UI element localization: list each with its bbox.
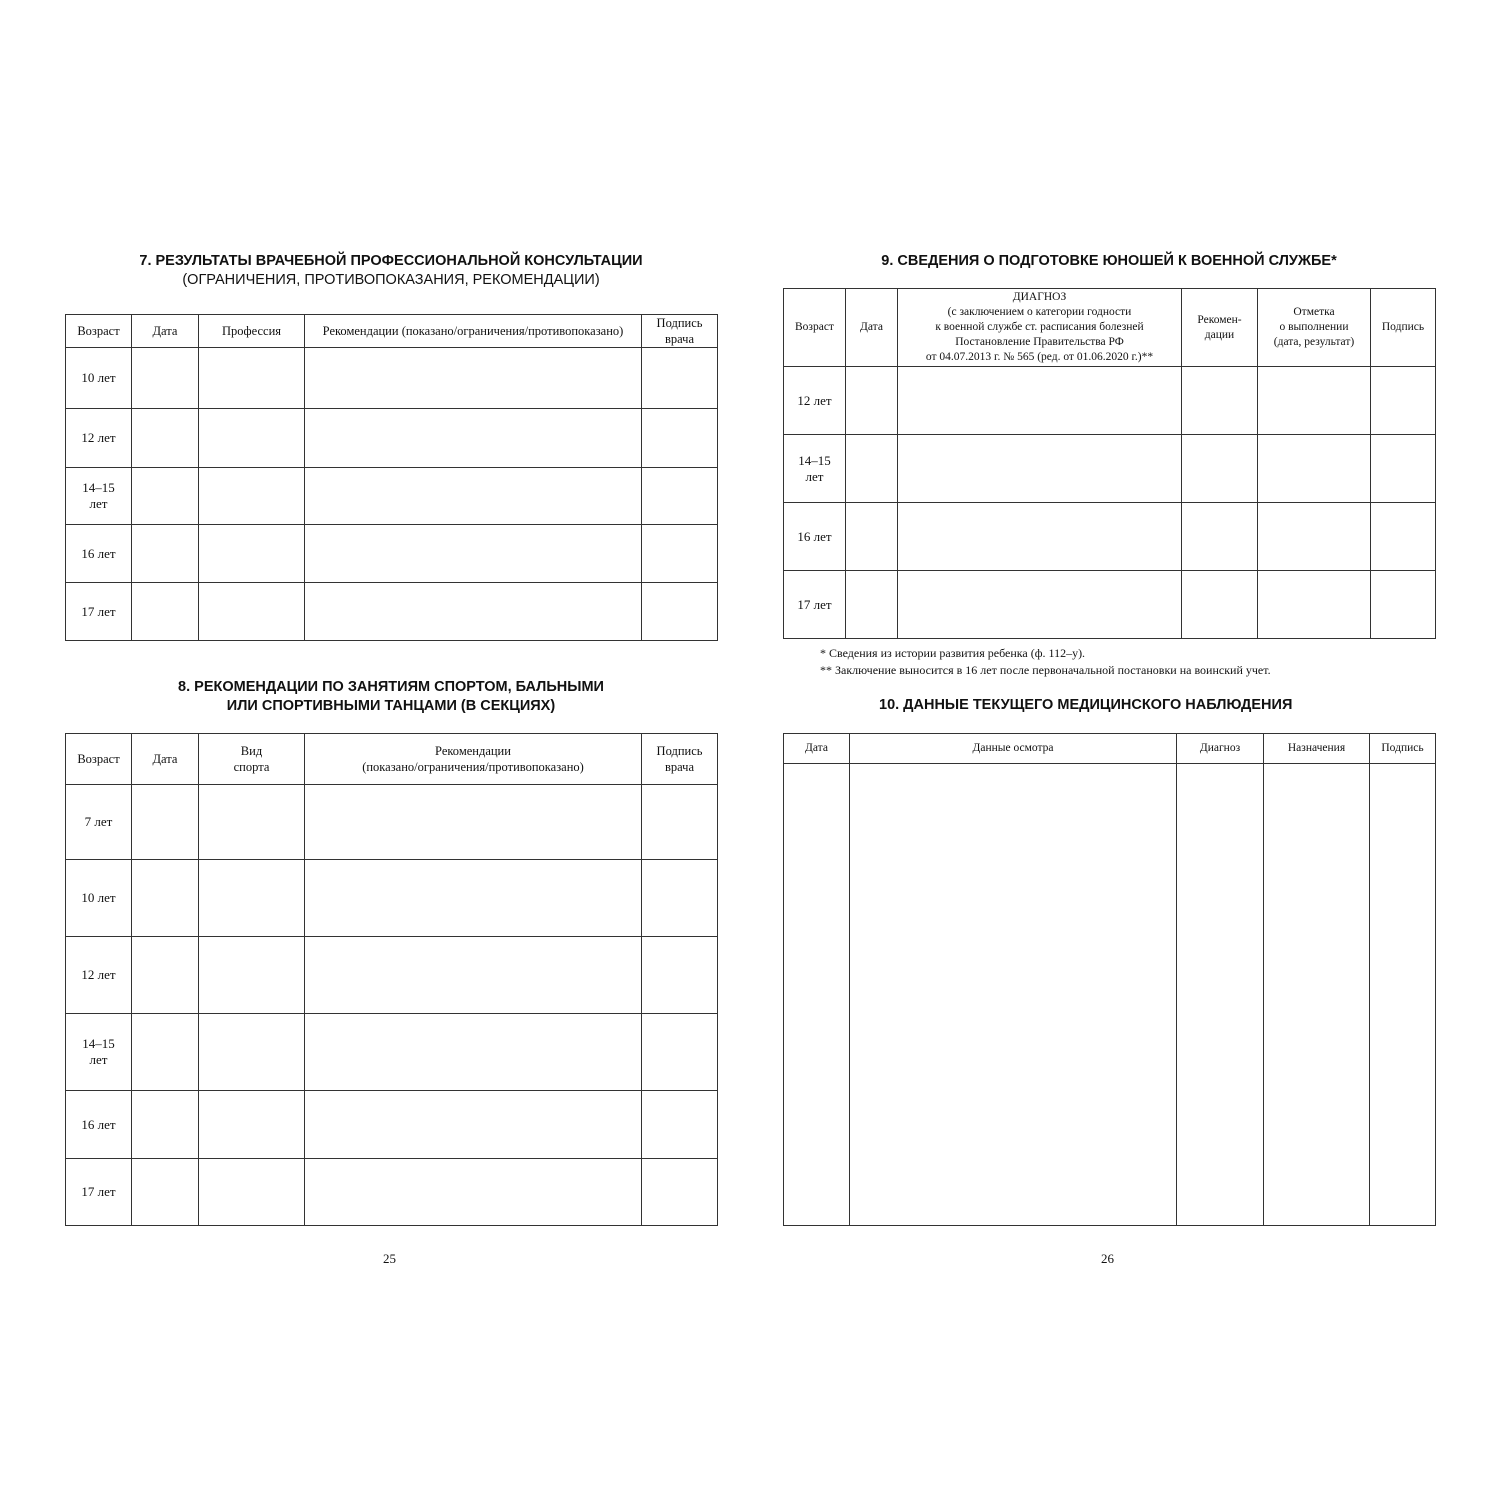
section-8-heading <box>65 678 717 716</box>
age-cell <box>66 468 132 525</box>
signature-cell[interactable] <box>642 1014 718 1091</box>
profession-cell[interactable] <box>199 468 305 525</box>
table-row <box>66 409 718 468</box>
date-cell[interactable] <box>132 937 199 1014</box>
table-row <box>66 1159 718 1226</box>
prescriptions-cell[interactable] <box>1264 764 1370 1226</box>
section-8-table <box>65 733 718 1226</box>
table-row <box>66 1091 718 1159</box>
table-row <box>66 1014 718 1091</box>
signature-cell[interactable] <box>1371 571 1436 639</box>
header-recommendations <box>305 734 642 785</box>
signature-cell[interactable] <box>1371 367 1436 435</box>
date-cell[interactable] <box>846 571 898 639</box>
diagnosis-cell[interactable] <box>898 435 1182 503</box>
table-header-row <box>784 289 1436 367</box>
signature-cell[interactable] <box>1370 764 1436 1226</box>
profession-cell[interactable] <box>199 409 305 468</box>
header-recommendations <box>1182 289 1258 367</box>
header-signature-line2: врача <box>664 332 695 346</box>
age-cell <box>66 525 132 583</box>
signature-cell[interactable] <box>642 409 718 468</box>
date-cell[interactable] <box>132 1159 199 1226</box>
profession-cell[interactable] <box>199 525 305 583</box>
age-label: 14–15 <box>82 1036 115 1051</box>
header-diagnosis-line1: ДИАГНОЗ <box>1012 291 1067 303</box>
header-prescriptions: Назначения <box>1264 734 1370 764</box>
age-label-line2: лет <box>89 496 108 511</box>
age-cell <box>784 571 846 639</box>
header-recommendations: Рекомендации (показано/ограничения/противопоказано) <box>305 315 642 348</box>
sport-cell[interactable] <box>199 860 305 937</box>
sport-cell[interactable] <box>199 1159 305 1226</box>
header-signature: Подпись <box>1370 734 1436 764</box>
date-cell[interactable] <box>132 348 199 409</box>
completion-mark-cell[interactable] <box>1258 503 1371 571</box>
header-diagnosis-line2: (с заключением о категории годности <box>947 306 1132 318</box>
date-cell[interactable] <box>132 860 199 937</box>
header-mark-line1: Отметка <box>1293 306 1335 318</box>
date-cell[interactable] <box>846 367 898 435</box>
header-date: Дата <box>132 315 199 348</box>
footnote-1: * Сведения из истории развития ребенка (ф. 112–у). <box>820 646 1086 660</box>
table-header-row <box>784 734 1436 764</box>
table-row <box>66 937 718 1014</box>
age-label: 12 лет <box>81 967 116 982</box>
header-recommendations-line1: Рекомен- <box>1197 313 1242 326</box>
header-mark-line3: (дата, результат) <box>1273 336 1355 348</box>
page-number-right: 26 <box>1101 1251 1114 1266</box>
diagnosis-cell[interactable] <box>1177 764 1264 1226</box>
header-diagnosis: Диагноз <box>1177 734 1264 764</box>
header-signature: Подпись <box>1371 289 1436 367</box>
age-cell <box>66 1159 132 1226</box>
date-cell[interactable] <box>132 583 199 641</box>
header-diagnosis-line4: Постановление Правительства РФ <box>955 336 1124 348</box>
diagnosis-cell[interactable] <box>898 367 1182 435</box>
age-label: 16 лет <box>797 528 832 544</box>
header-profession: Профессия <box>199 315 305 348</box>
recommendations-cell[interactable] <box>305 583 642 641</box>
age-label: 12 лет <box>81 430 116 445</box>
exam-data-cell[interactable] <box>850 764 1177 1226</box>
table-row <box>784 435 1436 503</box>
table-row <box>784 503 1436 571</box>
section-7-table <box>65 314 718 641</box>
table-row <box>66 468 718 525</box>
page-number-left: 25 <box>383 1251 396 1266</box>
table-row <box>66 860 718 937</box>
table-row <box>66 785 718 860</box>
recommendations-cell[interactable] <box>305 525 642 583</box>
header-signature-line2: врача <box>664 760 695 774</box>
recommendations-cell[interactable] <box>305 1159 642 1226</box>
header-signature-line1: Подпись <box>656 744 703 758</box>
signature-cell[interactable] <box>642 583 718 641</box>
recommendations-cell[interactable] <box>305 1091 642 1159</box>
age-label: 16 лет <box>81 1116 116 1132</box>
table-row <box>66 348 718 409</box>
signature-cell[interactable] <box>642 1091 718 1159</box>
signature-cell[interactable] <box>1371 435 1436 503</box>
date-cell[interactable] <box>132 1014 199 1091</box>
age-cell <box>784 367 846 435</box>
signature-cell[interactable] <box>642 937 718 1014</box>
age-label: 17 лет <box>81 1184 116 1199</box>
section-7-heading <box>65 252 717 290</box>
header-completion-mark <box>1258 289 1371 367</box>
footnote-2: ** Заключение выносится в 16 лет после первоначальной постановки на воинский учет. <box>820 663 1271 677</box>
header-age: Возраст <box>66 315 132 348</box>
table-row <box>784 367 1436 435</box>
date-cell[interactable] <box>132 409 199 468</box>
age-cell <box>66 1091 132 1159</box>
header-signature-line1: Подпись <box>656 316 703 330</box>
age-label-line2: лет <box>89 1052 108 1067</box>
signature-cell[interactable] <box>642 468 718 525</box>
age-label: 14–15 <box>798 452 831 468</box>
signature-cell[interactable] <box>642 525 718 583</box>
header-age: Возраст <box>66 734 132 785</box>
section-7-title: 7. РЕЗУЛЬТАТЫ ВРАЧЕБНОЙ ПРОФЕССИОНАЛЬНОЙ КОНСУЛЬТАЦИИ <box>139 253 643 269</box>
age-cell <box>66 1014 132 1091</box>
age-cell <box>66 785 132 860</box>
signature-cell[interactable] <box>1371 503 1436 571</box>
header-diagnosis-line3: к военной службе ст. расписания болезней <box>935 321 1144 333</box>
recommendations-cell[interactable] <box>1182 571 1258 639</box>
recommendations-cell[interactable] <box>305 860 642 937</box>
header-signature <box>642 315 718 348</box>
recommendations-cell[interactable] <box>305 785 642 860</box>
age-cell <box>784 435 846 503</box>
table-row <box>784 571 1436 639</box>
header-recommendations-line2: (показано/ограничения/противопоказано) <box>362 760 584 774</box>
table-header-row <box>66 734 718 785</box>
section-9-heading <box>783 252 1435 271</box>
recommendations-cell[interactable] <box>1182 435 1258 503</box>
section-10-title: 10. ДАННЫЕ ТЕКУЩЕГО МЕДИЦИНСКОГО НАБЛЮДЕНИЯ <box>879 697 1293 713</box>
age-label: 10 лет <box>81 890 116 905</box>
header-date: Дата <box>784 734 850 764</box>
header-sport <box>199 734 305 785</box>
age-label: 7 лет <box>84 814 113 829</box>
sport-cell[interactable] <box>199 1091 305 1159</box>
header-recommendations-line2: дации <box>1204 328 1235 341</box>
header-sport-line2: спорта <box>233 760 270 774</box>
age-label: 17 лет <box>797 596 832 612</box>
header-diagnosis-line5: от 04.07.2013 г. № 565 (ред. от 01.06.2020 г.)** <box>925 351 1154 363</box>
age-cell <box>66 583 132 641</box>
age-label: 14–15 <box>82 480 115 495</box>
recommendations-cell[interactable] <box>305 937 642 1014</box>
table-header-row <box>66 315 718 348</box>
date-cell[interactable] <box>132 785 199 860</box>
header-recommendations-line1: Рекомендации <box>435 744 511 758</box>
table-row <box>66 583 718 641</box>
recommendations-cell[interactable] <box>305 468 642 525</box>
age-cell <box>66 937 132 1014</box>
signature-cell[interactable] <box>642 348 718 409</box>
signature-cell[interactable] <box>642 785 718 860</box>
diagnosis-cell[interactable] <box>898 571 1182 639</box>
completion-mark-cell[interactable] <box>1258 367 1371 435</box>
header-signature <box>642 734 718 785</box>
table-row <box>784 764 1436 1226</box>
section-8-title-line1: 8. РЕКОМЕНДАЦИИ ПО ЗАНЯТИЯМ СПОРТОМ, БАЛЬНЫМИ <box>178 679 604 695</box>
age-cell <box>784 503 846 571</box>
recommendations-cell[interactable] <box>1182 367 1258 435</box>
header-exam-data: Данные осмотра <box>850 734 1177 764</box>
section-10-heading <box>783 696 1495 715</box>
date-cell[interactable] <box>846 435 898 503</box>
profession-cell[interactable] <box>199 348 305 409</box>
sport-cell[interactable] <box>199 785 305 860</box>
header-mark-line2: о выполнении <box>1279 321 1349 333</box>
section-8-title-line2: ИЛИ СПОРТИВНЫМИ ТАНЦАМИ (В СЕКЦИЯХ) <box>226 698 556 714</box>
date-cell[interactable] <box>846 503 898 571</box>
profession-cell[interactable] <box>199 583 305 641</box>
date-cell[interactable] <box>132 1091 199 1159</box>
age-label-line2: лет <box>805 468 824 484</box>
signature-cell[interactable] <box>642 1159 718 1226</box>
signature-cell[interactable] <box>642 860 718 937</box>
recommendations-cell[interactable] <box>305 348 642 409</box>
date-cell[interactable] <box>132 468 199 525</box>
section-7-subtitle: (ОГРАНИЧЕНИЯ, ПРОТИВОПОКАЗАНИЯ, РЕКОМЕНДАЦИИ) <box>182 272 600 288</box>
sport-cell[interactable] <box>199 937 305 1014</box>
header-sport-line1: Вид <box>240 744 263 758</box>
recommendations-cell[interactable] <box>305 1014 642 1091</box>
section-9-title: 9. СВЕДЕНИЯ О ПОДГОТОВКЕ ЮНОШЕЙ К ВОЕННОЙ СЛУЖБЕ* <box>881 253 1337 269</box>
diagnosis-cell[interactable] <box>898 503 1182 571</box>
header-date: Дата <box>846 289 898 367</box>
section-9-table <box>783 288 1436 639</box>
header-diagnosis <box>898 289 1182 367</box>
date-cell[interactable] <box>132 525 199 583</box>
age-cell <box>66 348 132 409</box>
age-label: 10 лет <box>81 370 116 385</box>
header-age: Возраст <box>784 289 846 367</box>
age-label: 12 лет <box>797 392 832 408</box>
completion-mark-cell[interactable] <box>1258 435 1371 503</box>
completion-mark-cell[interactable] <box>1258 571 1371 639</box>
age-cell <box>66 860 132 937</box>
age-label: 17 лет <box>81 603 116 619</box>
sport-cell[interactable] <box>199 1014 305 1091</box>
table-row <box>66 525 718 583</box>
section-10-table <box>783 733 1436 1226</box>
age-label: 16 лет <box>81 545 116 561</box>
age-cell <box>66 409 132 468</box>
recommendations-cell[interactable] <box>1182 503 1258 571</box>
header-date: Дата <box>132 734 199 785</box>
recommendations-cell[interactable] <box>305 409 642 468</box>
date-cell[interactable] <box>784 764 850 1226</box>
section-9-footnotes <box>820 645 1271 679</box>
